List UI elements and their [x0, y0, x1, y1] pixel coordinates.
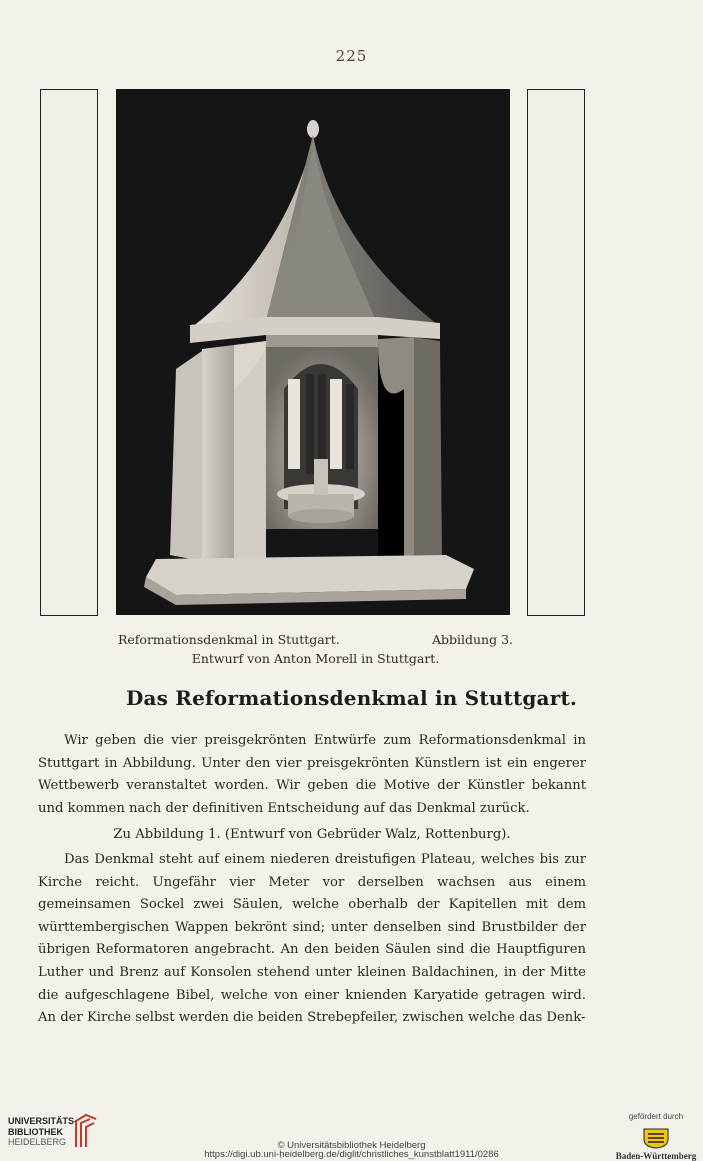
- subheading: Zu Abbildung 1. (Entwurf von Gebrüder Walz, Rottenburg).: [113, 827, 511, 843]
- article-title: Das Reformationsdenkmal in Stuttgart.: [125, 686, 578, 710]
- sponsor-block: [612, 1112, 700, 1161]
- right-frame-box: [527, 89, 585, 616]
- sponsor-name: Baden-Württemberg: [615, 1151, 697, 1161]
- library-line3: HEIDELBERG: [8, 1137, 67, 1147]
- source-url[interactable]: https://digi.ub.uni-heidelberg.de/diglit/christliches_kunstblatt1911/0286: [204, 1149, 499, 1160]
- article-body: [38, 730, 586, 1030]
- page-number: 225: [335, 47, 368, 65]
- figure-caption-right: Abbildung 3.: [431, 632, 513, 647]
- sponsor-label: gefördert durch: [628, 1112, 684, 1121]
- state-crest-icon: [641, 1127, 671, 1149]
- monument-photo: [116, 89, 510, 615]
- copyright-notice: © Universitätsbibliothek Heidelberg: [277, 1140, 426, 1151]
- monument-model-illustration: [116, 89, 510, 615]
- figure-caption-line2: Entwurf von Anton Morell in Stuttgart.: [191, 651, 440, 666]
- figure-caption-line1: [118, 632, 513, 647]
- paragraph-1: Wir geben die vier preisgekrönten Entwürfe zum Reformationsdenkmal in Stuttgart in Abbildung. Unter den vier preisgekrönten Künstlern ist ein engerer Wettbewerb veranstaltet worden. Wir geben die Motive der Künstler bekannt und kommen nach der definitiven Entscheidung auf das Denkmal zurück.: [38, 733, 586, 816]
- library-line1: UNIVERSITÄTS-: [8, 1116, 78, 1126]
- library-line2: BIBLIOTHEK: [8, 1126, 63, 1137]
- figure-caption-left: Reformationsdenkmal in Stuttgart.: [118, 632, 340, 647]
- paragraph-2: Das Denkmal steht auf einem niederen dreistufigen Plateau, welches bis zur Kirche reicht. Ungefähr vier Meter vor derselben wachsen aus einem gemeinsamen Sockel zwei Säulen, welche oberhalb der Kapitellen mit dem württembergischen Wappen bekrönt sind; unter denselben sind Brustbilder der übrigen Reformatoren angebracht. An den beiden Säulen sind die Hauptfiguren Luther und Brenz auf Konsolen stehend unter kleinen Baldachinen, in der Mitte die aufgeschlagene Bibel, welche von einer knienden Karyatide getragen wird. An der Kirche selbst werden die beiden Strebepfeiler, zwischen welche das Denk-: [38, 851, 586, 1026]
- left-frame-box: [40, 89, 98, 616]
